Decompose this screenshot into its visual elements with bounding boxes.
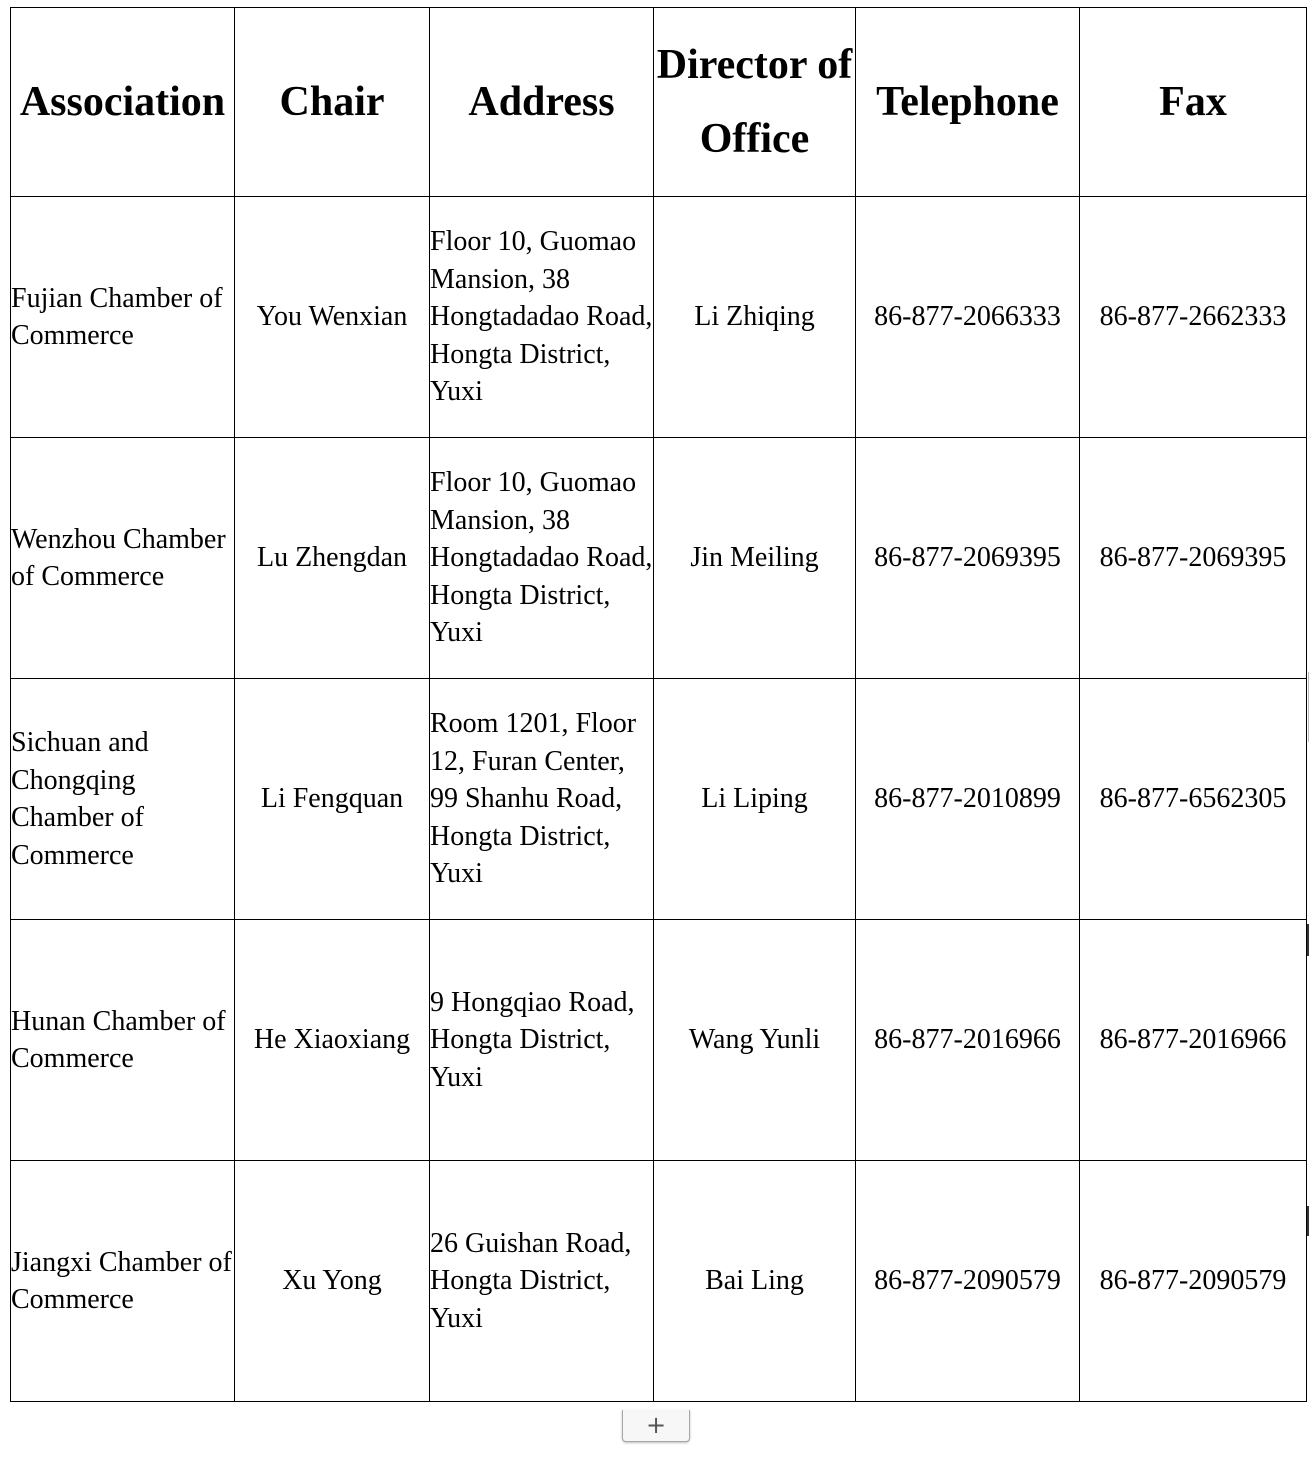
association-cell[interactable]: Sichuan and Chongqing Chamber of Commerce <box>11 679 235 920</box>
telephone-cell[interactable]: 86-877-2069395 <box>856 438 1080 679</box>
association-cell[interactable]: Fujian Chamber of Commerce <box>11 197 235 438</box>
director-cell[interactable]: Li Liping <box>654 679 856 920</box>
chair-cell[interactable]: Xu Yong <box>235 1161 430 1402</box>
fax-cell[interactable]: 86-877-2090579 <box>1080 1161 1307 1402</box>
director-cell[interactable]: Jin Meiling <box>654 438 856 679</box>
text-cursor-marker <box>1307 1206 1309 1236</box>
association-cell[interactable]: Hunan Chamber of Commerce <box>11 920 235 1161</box>
table-row <box>11 197 1307 438</box>
address-cell[interactable]: Floor 10, Guomao Mansion, 38 Hongtadadao Road, Hongta District, Yuxi <box>430 438 654 679</box>
address-cell[interactable]: 26 Guishan Road, Hongta District, Yuxi <box>430 1161 654 1402</box>
chair-cell[interactable]: You Wenxian <box>235 197 430 438</box>
header-director: Director of Office <box>654 8 856 197</box>
chair-cell[interactable]: Li Fengquan <box>235 679 430 920</box>
address-cell[interactable]: 9 Hongqiao Road, Hongta District, Yuxi <box>430 920 654 1161</box>
table-row <box>11 920 1307 1161</box>
fax-cell[interactable]: 86-877-2069395 <box>1080 438 1307 679</box>
header-chair: Chair <box>235 8 430 197</box>
text-cursor-marker <box>1307 924 1309 956</box>
fax-cell[interactable]: 86-877-2016966 <box>1080 920 1307 1161</box>
header-association: Association <box>11 8 235 197</box>
add-row-button[interactable] <box>622 1410 690 1442</box>
resize-handle[interactable] <box>1308 672 1309 742</box>
header-row <box>11 8 1307 197</box>
telephone-cell[interactable]: 86-877-2010899 <box>856 679 1080 920</box>
header-address: Address <box>430 8 654 197</box>
director-cell[interactable]: Wang Yunli <box>654 920 856 1161</box>
chair-cell[interactable]: Lu Zhengdan <box>235 438 430 679</box>
table-row <box>11 679 1307 920</box>
header-fax: Fax <box>1080 8 1307 197</box>
chair-cell[interactable]: He Xiaoxiang <box>235 920 430 1161</box>
table-row <box>11 1161 1307 1402</box>
association-table <box>10 7 1307 1402</box>
plus-icon: + <box>645 1411 667 1439</box>
director-cell[interactable]: Li Zhiqing <box>654 197 856 438</box>
telephone-cell[interactable]: 86-877-2066333 <box>856 197 1080 438</box>
address-cell[interactable]: Room 1201, Floor 12, Furan Center, 99 Shanhu Road, Hongta District, Yuxi <box>430 679 654 920</box>
association-cell[interactable]: Jiangxi Chamber of Commerce <box>11 1161 235 1402</box>
fax-cell[interactable]: 86-877-2662333 <box>1080 197 1307 438</box>
header-telephone: Telephone <box>856 8 1080 197</box>
telephone-cell[interactable]: 86-877-2016966 <box>856 920 1080 1161</box>
director-cell[interactable]: Bai Ling <box>654 1161 856 1402</box>
association-cell[interactable]: Wenzhou Chamber of Commerce <box>11 438 235 679</box>
fax-cell[interactable]: 86-877-6562305 <box>1080 679 1307 920</box>
address-cell[interactable]: Floor 10, Guomao Mansion, 38 Hongtadadao Road, Hongta District, Yuxi <box>430 197 654 438</box>
telephone-cell[interactable]: 86-877-2090579 <box>856 1161 1080 1402</box>
table-row <box>11 438 1307 679</box>
